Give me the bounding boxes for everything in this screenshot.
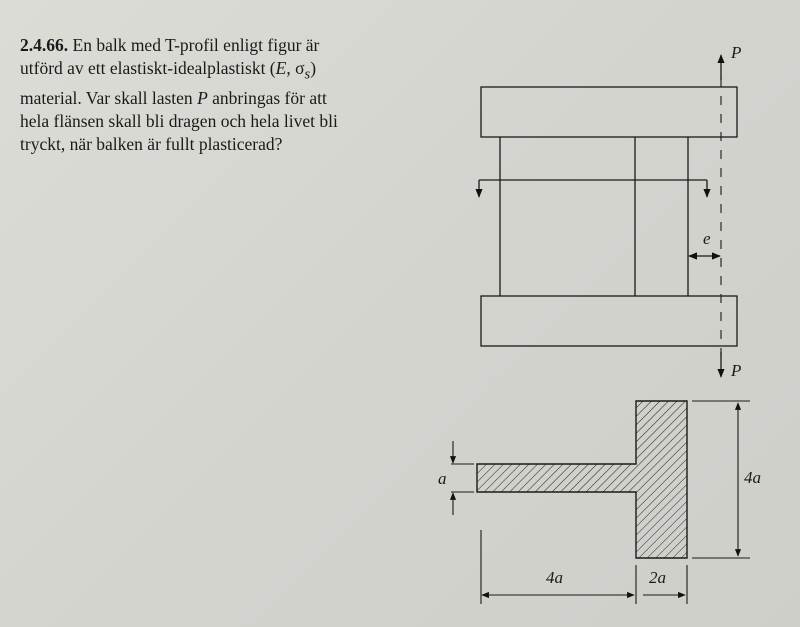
load-label-bottom: P	[731, 361, 742, 380]
problem-line-1: 2.4.66. En balk med T-profil enligt figur är	[20, 35, 320, 55]
eccentricity-label: e	[703, 229, 711, 248]
t-section-shape	[477, 401, 687, 558]
dimension-lines	[451, 401, 750, 604]
problem-line-4: hela flänsen skall bli dragen och hela livet bli	[20, 110, 338, 131]
problem-number: 2.4.66.	[20, 35, 69, 55]
problem-line-2: utförd av ett elastiskt-idealplastiskt (E, $\sigma_s$)	[20, 58, 317, 83]
t-section-cross-section	[477, 401, 687, 558]
problem-line-3: material. Var skall lasten P anbringas för att	[20, 87, 327, 108]
bottom-flange	[481, 296, 737, 346]
beam-side-view	[479, 55, 737, 377]
problem-line-5: tryckt, när balken är fullt plasticerad?	[20, 133, 283, 154]
web-width-label: 2a	[649, 568, 666, 587]
flange-length-label: 4a	[546, 568, 563, 587]
flange-thickness-label: a	[438, 469, 447, 488]
height-label: 4a	[744, 468, 761, 487]
top-flange	[481, 87, 737, 137]
load-label-top: P	[731, 43, 742, 62]
